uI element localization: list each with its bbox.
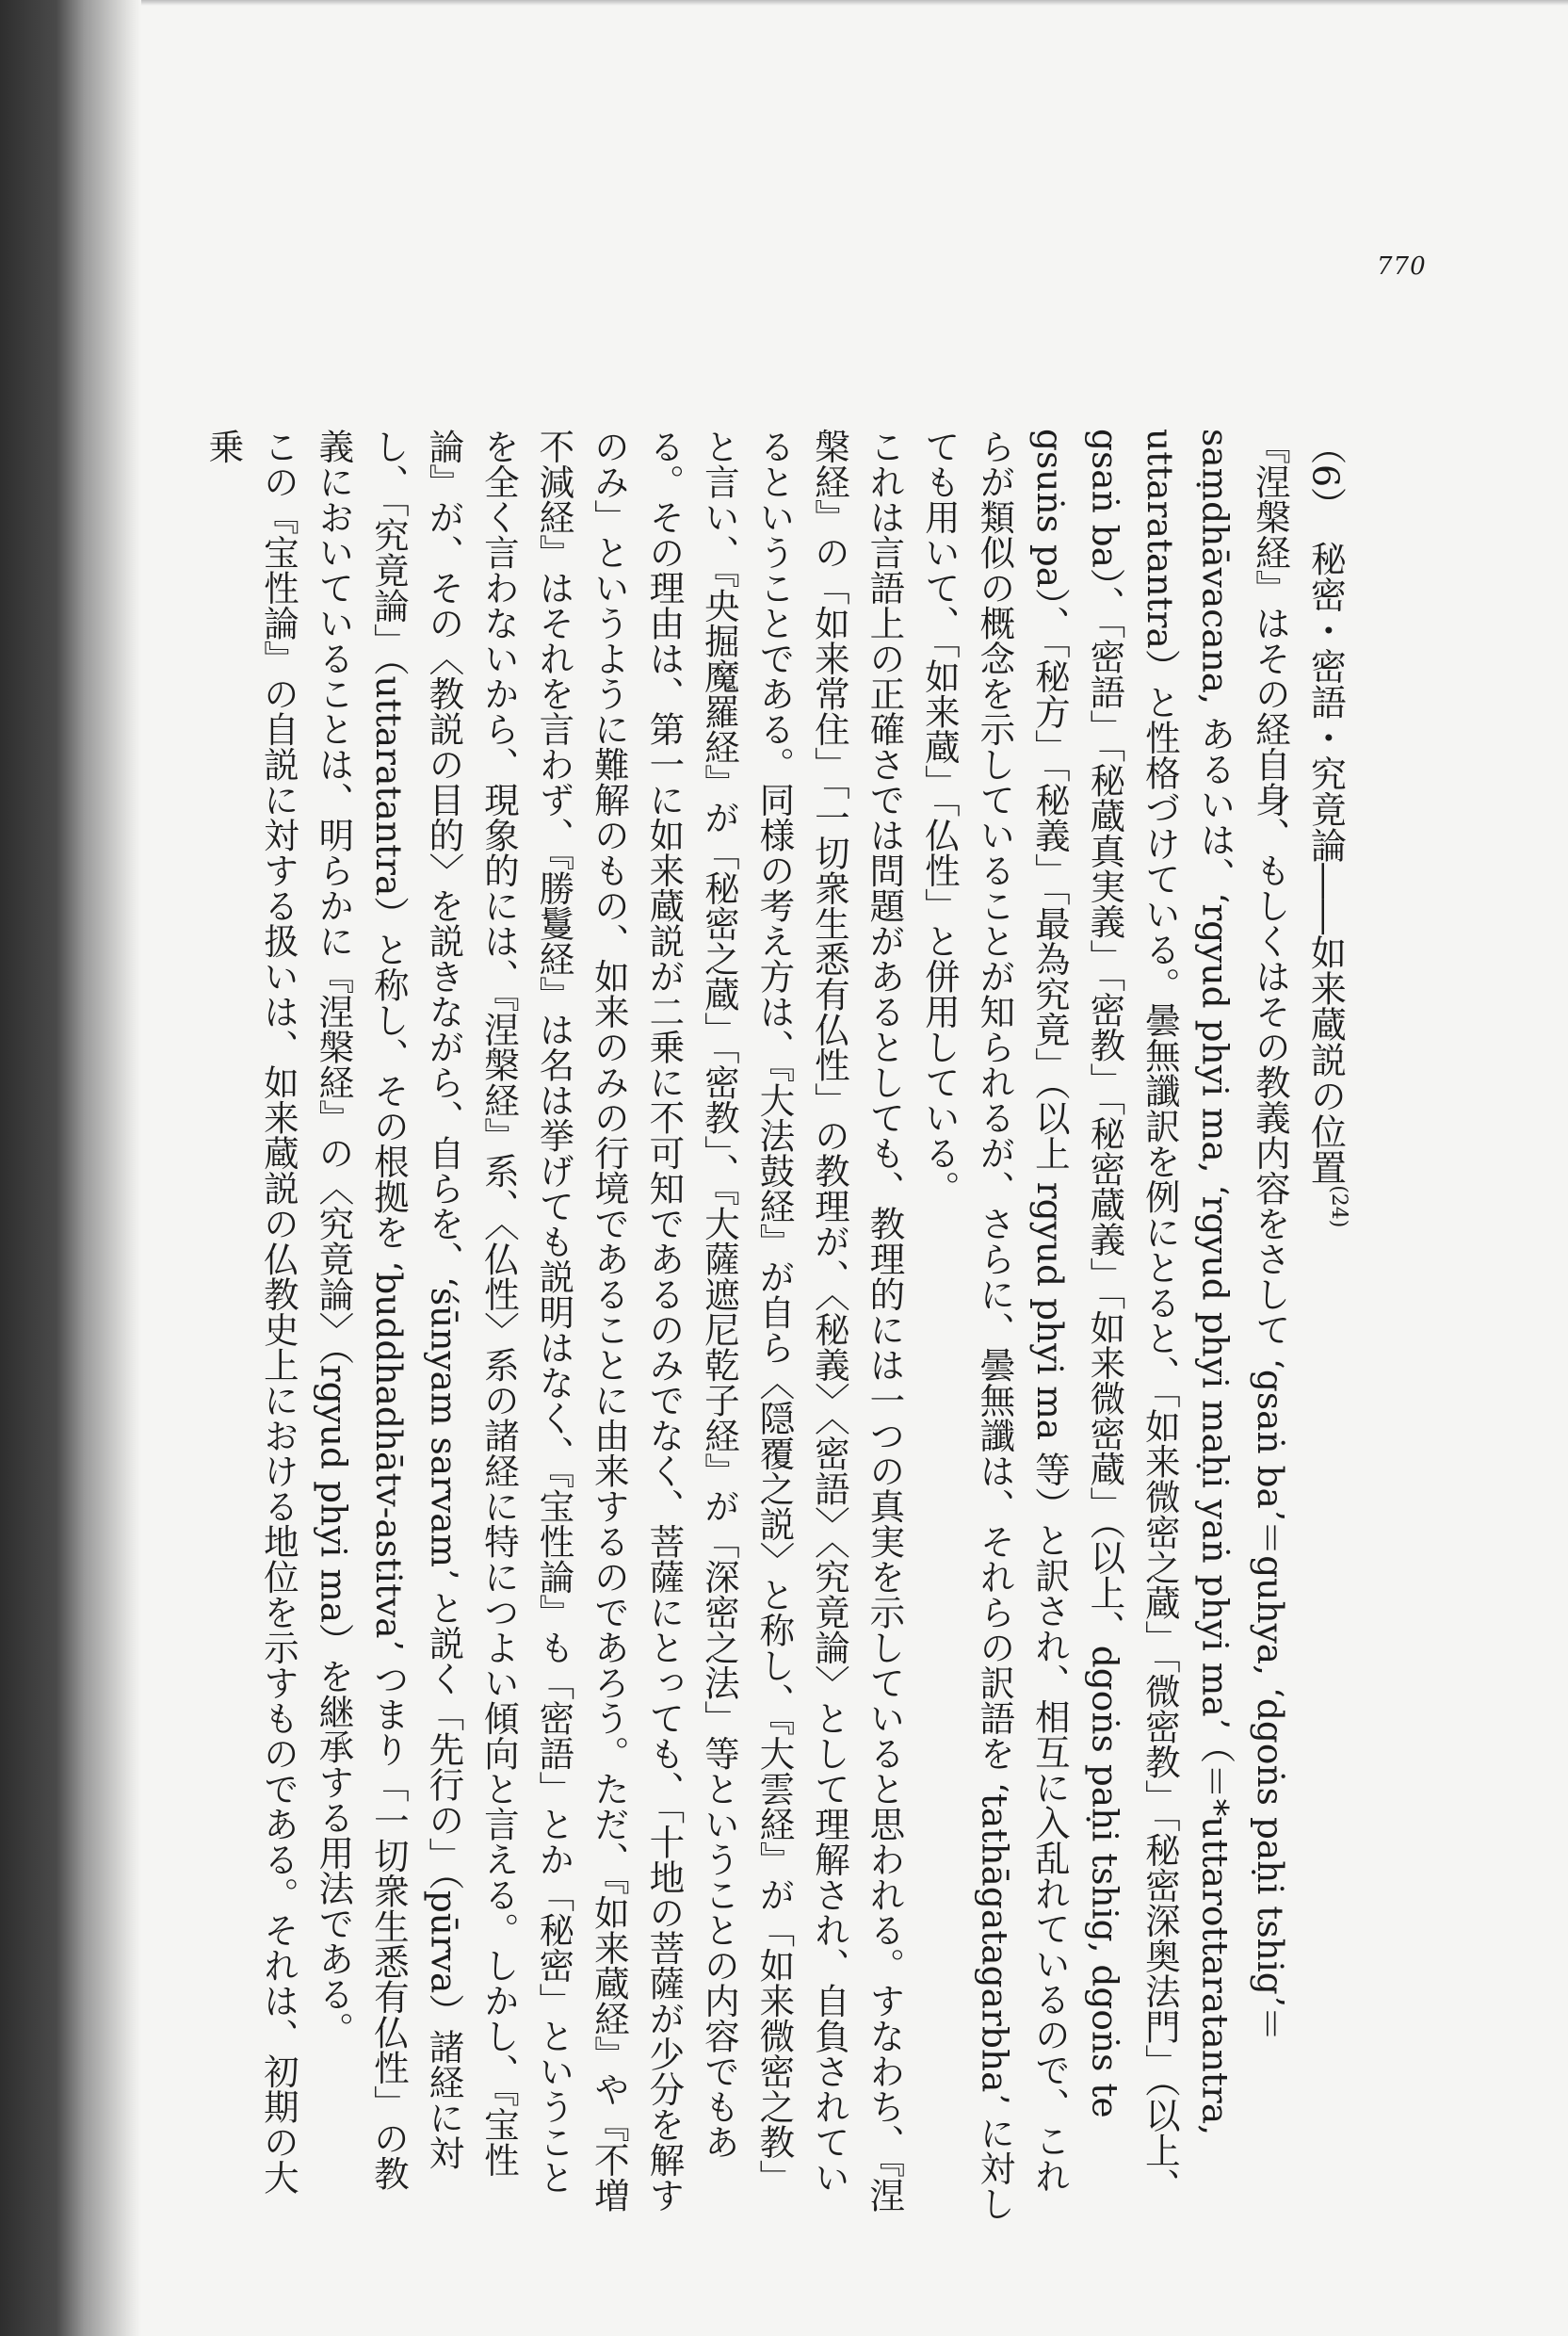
section-heading	[1298, 429, 1366, 2223]
vertical-text-body	[202, 429, 1366, 2223]
page-top-edge	[141, 0, 1568, 6]
page-number: 770	[1377, 252, 1427, 281]
section-heading-text: （6） 秘密・密語・究竟論――如来蔵説の位置	[1304, 429, 1347, 1186]
book-binding-gutter	[0, 0, 141, 2336]
paragraph-2: これは言語上の正確さでは問題があるとしても、教理的には一つの真実を示していると思われる。すなわち、『涅槃経』の「如来常住」「一切衆生悉有仏性」の教理が、〈秘義〉〈密語〉〈究竟論〉として理解され、自負されているということである。同様の考え方は、『大法鼓経』が自ら〈隠覆之説〉と称し、『大雲経』が「如来微密之教」と言い、『央掘魔羅経』が「秘密之蔵」「密教」、『大薩遮尼乾子経』が「深密之法」等ということの内容でもある。その理由は、第一に如来蔵説が二乗に不可知であるのみでなく、菩薩にとっても、「十地の菩薩が少分を解すのみ」というように難解のもの、如来のみの行境であることに由来するのであろう。ただ、『如来蔵経』や『不増不減経』はそれを言わず、『勝鬘経』は名は挙げても説明はなく、『宝性論』も「密語」とか「秘密」ということを全く言わないから、現象的には、『涅槃経』系、〈仏性〉系の諸経に特につよい傾向と言える。しかし、『宝性論』が、その〈教説の目的〉を説きながら、自らを、ʻśūnyam sarvamʼ と説く「先行の」（pūrva）諸経に対し、「究竟論」（uttaratantra）と称し、その根拠を ʻbuddhadhātv-astitvaʼ つまり「一切衆生悉有仏性」の教義においていることは、明らかに『涅槃経』の〈究竟論〉（rgyud phyi ma）を継承する用法である。	[313, 429, 906, 2213]
footnote-reference: (24)	[1327, 1185, 1350, 1228]
paragraph-3: この『宝性論』の自説に対する扱いは、如来蔵説の仏教史上における地位を示すものである。それは、初期の大乗	[202, 429, 299, 2195]
paragraph-1: 『涅槃経』はその経自身、もしくはその教義内容をさして ʻgsaṅ baʼ＝guhya, ʻdgoṅs paḥi tshigʼ＝saṃdhāvacana, あるいは、ʻrgyud phyi ma, ʻrgyud phyi maḥi yaṅ phyi maʼ（＝*uttarottaratantra, uttaratantra）と性格づけている。曇無讖訳を例にとると、「如来微密之蔵」「微密教」「秘密深奥法門」（以上、gsaṅ ba）、「密語」「秘蔵真実義」「密教」「秘密蔵義」「如来微密蔵」（以上、dgoṅs paḥi tshig, dgoṅs te gsuṅs pa）、「秘方」「秘義」「最為究竟」（以上 rgyud phyi ma 等）と訳され、相互に入乱れているので、これらが類似の概念を示していることが知られるが、さらに、曇無讖は、それらの訳語を ʻtathāgatagarbhaʼ に対しても用いて、「如来蔵」「仏性」と併用している。	[918, 429, 1291, 2221]
